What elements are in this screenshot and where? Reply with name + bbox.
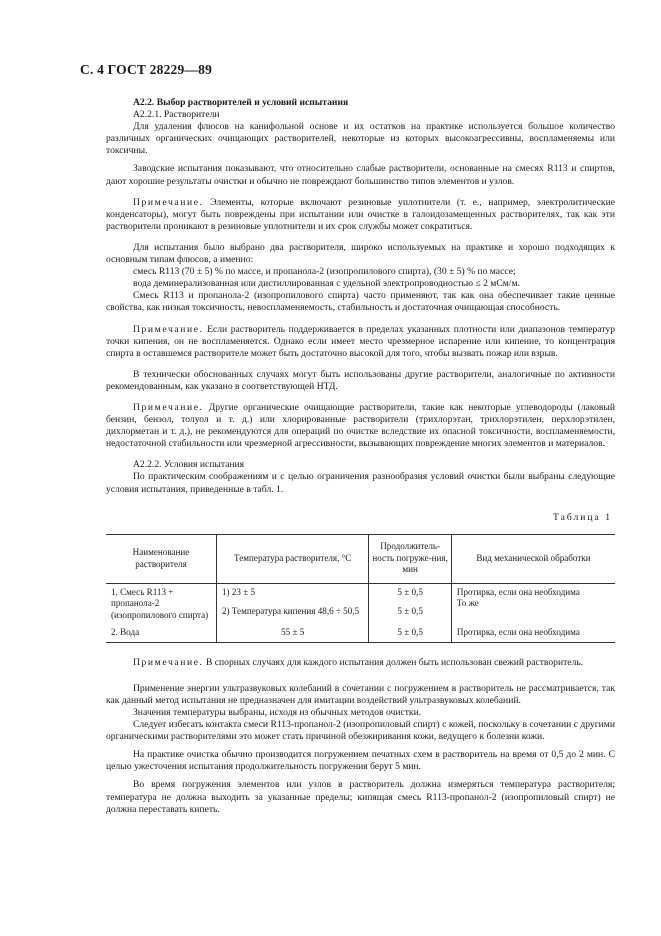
header-duration: Продолжитель-ность погруже-ния, мин <box>369 534 452 583</box>
page-header: С. 4 ГОСТ 28229—89 <box>80 62 213 77</box>
note-text: Элементы, которые включают резиновые уплотнители (т. е., например, электролитические конденсаторы), могут быть повреждены при испытании или очистке в галоидозамещенных растворителях, так как эти растворители проникают в резиновые уплотнители и их срок службы может сократиться. <box>106 196 615 232</box>
note-label: Примечание. <box>133 196 204 208</box>
header-solvent: Наименование растворителя <box>106 534 217 583</box>
note-text: Если растворитель поддерживается в пределах указанных плотности или диапазонов температур точки кипения, он не воспламеняется. Однако если имеет место чрезмерное испарение или кипение, то концентрация спирта в оставшемся растворителе может быть достаточно высокой для того, чтобы вызвать пожар или взрыв. <box>106 323 615 359</box>
temperature-value: 2) Температура кипения 48,6 ÷ 50,5 <box>222 606 360 617</box>
table-row <box>106 583 615 624</box>
note <box>106 402 615 450</box>
cell-solvent <box>106 583 217 624</box>
note-text: Другие органические очищающие растворители, такие как некоторые углеводороды (лаковый бензин, бензол, толуол и т. д.) или хлорированные растворители (трихлорэтан, трихлорэтилен, перхлорэтилен, дихлорметан и т. д.), не рекомендуются для операций по очистке вследствие их опасной токсичности, воспламеняемости, недостаточной стабильности или чрезмерной агрессивности, вызывающих повреждение многих элементов и материалов. <box>106 401 615 450</box>
note <box>106 324 615 360</box>
duration-value: 5 ± 0,5 <box>397 586 423 597</box>
conditions-table <box>106 534 615 643</box>
section-title: А2.2. Выбор растворителей и условий испытания <box>133 97 349 108</box>
duration-value: 5 ± 0,5 <box>397 627 423 638</box>
solvent-name: 2. Вода <box>111 627 140 638</box>
temperature-value: 1) 23 ± 5 <box>222 586 256 597</box>
subsection-conditions: А2.2.2. Условия испытания <box>133 459 245 471</box>
list-item: вода деминерализованная или дистиллированная с удельной электропроводностью ≤ 2 мСм/м. <box>133 278 520 290</box>
treatment-value: Протирка, если она необходима <box>456 586 580 597</box>
paragraph: Заводские испытания показывают, что относительно слабые растворители, основанные на смесях R113 и спиртов, дают хорошие результаты очистки и обычно не повреждают большинство типов элементов и узлов. <box>106 163 615 187</box>
treatment-value: Протирка, если она необходима <box>456 627 580 638</box>
cell-solvent <box>106 624 217 642</box>
header-temperature: Температура растворителя, °С <box>217 534 369 583</box>
paragraph: Во время погружения элементов или узлов в растворитель должна измеряться температура растворителя; температура не должна выходить за указанные пределы; кипящая смесь R113-пропанол-2 (изопропиловый спирт) не должна переставать кипеть. <box>106 779 615 815</box>
cell-treatment <box>451 624 615 642</box>
paragraph: В технически обоснованных случаях могут быть использованы другие растворители, аналогичные по активности рекомендованным, как указано в соответствующей НТД. <box>106 368 615 392</box>
paragraph: На практике очистка обычно производится погружением печатных схем в растворитель на время от 0,5 до 2 мин. С целью ужесточения испытания продолжительность погружения берут 5 мин. <box>106 749 615 773</box>
note-label: Примечание. <box>133 401 204 413</box>
treatment-value: То же <box>456 598 479 609</box>
note-text: В спорных случаях для каждого испытания должен быть использован свежий растворитель. <box>203 656 584 668</box>
paragraph: Значения температуры выбраны, исходя из обычных методов очистки. <box>133 707 422 718</box>
temperature-value: 55 ± 5 <box>281 627 305 638</box>
solvent-name: 1. Смесь R113 + пропанола-2 (изопропилового спирта) <box>111 586 209 620</box>
table-header-row <box>106 534 615 583</box>
paragraph: Применение энергии ультразвуковых колебаний в сочетании с погружением в растворитель не рассматривается, так как данный метод испытания не предназначен для имитации воздействий ультразвуковых колебаний. <box>106 682 615 706</box>
note-label: Примечание. <box>133 323 204 335</box>
note <box>106 657 615 669</box>
paragraph: Следует избегать контакта смеси R113-пропанол-2 (изопропиловый спирт) с кожей, поскольку в сочетании с другими органическими растворителями это может стать причиной обезжиривания кожи, ведущего к болезни кожи. <box>106 719 615 743</box>
header-treatment: Вид механической обработки <box>451 534 615 583</box>
note-label: Примечание. <box>133 656 204 668</box>
list-item: смесь R113 (70 ± 5) % по массе, и пропанола-2 (изопропилового спирта), (30 ± 5) % по массе; <box>133 266 516 278</box>
subsection-solvents: А2.2.1. Растворители <box>133 109 220 121</box>
paragraph: По практическим соображениям и с целью ограничения разнообразия условий очистки были выбраны следующие условия испытания, приведенные в табл. 1. <box>106 471 615 495</box>
cell-temperature <box>217 583 369 624</box>
paragraph: Для испытания было выбрано два растворителя, широко используемых на практике и хорошо подходящих к основным типам флюсов, а именно: <box>106 241 615 266</box>
cell-duration <box>369 583 452 624</box>
note <box>106 197 615 233</box>
document-body <box>106 97 615 816</box>
cell-duration <box>369 624 452 642</box>
paragraph: Смесь R113 и пропанола-2 (изопропилового спирта) часто применяют, так как она обеспечивает такие ценные свойства, как низкая токсичность, невоспламеняемость, стабильность и достаточная очищающая способность. <box>106 290 615 314</box>
cell-treatment <box>451 583 615 624</box>
table-caption: Таблица 1 <box>552 511 612 523</box>
cell-temperature <box>217 624 369 642</box>
table-row <box>106 624 615 642</box>
duration-value: 5 ± 0,5 <box>397 606 423 617</box>
paragraph: Для удаления флюсов на канифольной основе и их остатков на практике используется большое количество различных органических очищающих растворителей, некоторые из которых высокоагрессивны, воспламеняемы или токсичны. <box>106 121 615 157</box>
